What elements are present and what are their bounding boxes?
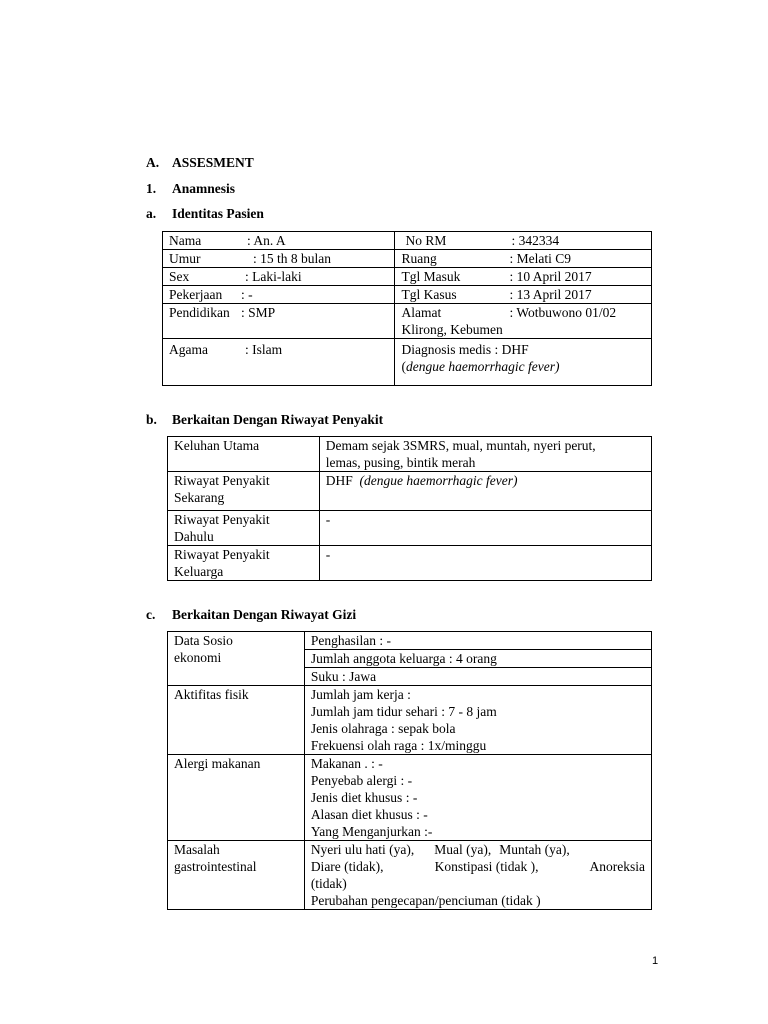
sekarang-label-1: Riwayat Penyakit	[174, 473, 270, 488]
section-c-title: Berkaitan Dengan Riwayat Gizi	[172, 607, 357, 622]
cell-anggota: Jumlah anggota keluarga : 4 orang	[304, 650, 651, 668]
cell-keluarga-label	[168, 546, 320, 581]
table-row	[163, 286, 652, 304]
cell-norm	[395, 232, 652, 250]
value-sex: : Laki-laki	[245, 269, 302, 284]
label-alamat: Alamat	[401, 305, 442, 320]
gastro-nyeri: Nyeri ulu hati (ya),	[310, 842, 415, 857]
cell-suku: Suku : Jawa	[304, 668, 651, 686]
table-row	[163, 339, 652, 386]
cell-diagnosis	[395, 339, 652, 386]
cell-gastro-label	[168, 841, 305, 910]
aktifitas-line-1: Jumlah jam kerja :	[310, 687, 411, 702]
section-b-title: Berkaitan Dengan Riwayat Penyakit	[172, 412, 384, 427]
value-umur: : 15 th 8 bulan	[253, 251, 331, 266]
label-umur: Umur	[169, 251, 201, 266]
aktifitas-line-3: Jenis olahraga : sepak bola	[310, 721, 456, 736]
cell-sosio-label	[168, 632, 305, 686]
section-b-heading	[146, 412, 383, 428]
cell-sekarang-label	[168, 472, 320, 511]
gastro-label-1: Masalah	[174, 842, 220, 857]
cell-dahulu-value: -	[319, 511, 651, 546]
alergi-line-1: Makanan . : -	[310, 756, 383, 771]
table-row	[168, 546, 652, 581]
gastro-mual: Mual (ya),	[434, 842, 492, 857]
cell-aktifitas-label: Aktifitas fisik	[168, 686, 305, 755]
cell-tglkasus	[395, 286, 652, 304]
value-nama: : An. A	[247, 233, 286, 248]
sekarang-value-italic: (dengue haemorrhagic fever)	[359, 473, 518, 488]
aktifitas-line-2: Jumlah jam tidur sehari : 7 - 8 jam	[310, 704, 497, 719]
table-row	[168, 437, 652, 472]
aktifitas-line-4: Frekuensi olah raga : 1x/minggu	[310, 738, 487, 753]
section-b-number: b.	[146, 412, 157, 427]
gastro-label-2: gastrointestinal	[174, 859, 257, 874]
section-1-number: 1.	[146, 181, 157, 196]
gastro-muntah: Muntah (ya),	[499, 842, 570, 857]
alergi-line-3: Jenis diet khusus : -	[310, 790, 418, 805]
section-a-sub-number: a.	[146, 206, 157, 221]
cell-alamat	[395, 304, 652, 339]
cell-keluhan-value	[319, 437, 651, 472]
table-row	[163, 232, 652, 250]
alergi-line-2: Penyebab alergi : -	[310, 773, 413, 788]
cell-keluhan-label: Keluhan Utama	[168, 437, 320, 472]
section-a-title: ASSESMENT	[172, 155, 254, 170]
section-c-number: c.	[146, 607, 156, 622]
cell-pendidikan	[163, 304, 395, 339]
gastro-anoreksia-value: (tidak)	[310, 876, 347, 891]
label-agama: Agama	[169, 342, 208, 357]
value-alamat-cont: Klirong, Kebumen	[401, 322, 503, 337]
cell-nama	[163, 232, 395, 250]
section-a-sub-heading	[146, 206, 264, 222]
gastro-konstipasi: Konstipasi (tidak ),	[434, 859, 539, 874]
cell-ruang	[395, 250, 652, 268]
riwayat-penyakit-table	[167, 436, 652, 581]
label-pendidikan: Pendidikan	[169, 305, 230, 320]
section-a-sub-title: Identitas Pasien	[172, 206, 264, 221]
cell-sex	[163, 268, 395, 286]
label-diagnosis: Diagnosis medis : DHF	[401, 342, 529, 357]
table-row	[168, 511, 652, 546]
value-pendidikan: : SMP	[241, 305, 276, 320]
page-number: 1	[652, 955, 659, 967]
dahulu-label-2: Dahulu	[174, 529, 214, 544]
sosio-label-2: ekonomi	[174, 650, 222, 665]
value-agama: : Islam	[245, 342, 283, 357]
table-row	[168, 632, 652, 650]
label-pekerjaan: Pekerjaan	[169, 287, 223, 302]
sosio-label-1: Data Sosio	[174, 633, 233, 648]
cell-tglmasuk	[395, 268, 652, 286]
riwayat-gizi-table	[167, 631, 652, 910]
section-a-heading	[146, 155, 254, 171]
diagnosis-paren: (	[401, 359, 406, 374]
identitas-pasien-table	[162, 231, 652, 386]
cell-alergi-label: Alergi makanan	[168, 755, 305, 841]
value-ruang: : Melati C9	[509, 251, 571, 266]
cell-keluarga-value: -	[319, 546, 651, 581]
cell-gastro-value	[304, 841, 651, 910]
cell-agama	[163, 339, 395, 386]
label-norm: No RM	[405, 233, 447, 248]
keluarga-label-1: Riwayat Penyakit	[174, 547, 270, 562]
cell-pekerjaan	[163, 286, 395, 304]
cell-umur	[163, 250, 395, 268]
cell-aktifitas-value	[304, 686, 651, 755]
alergi-line-4: Alasan diet khusus : -	[310, 807, 428, 822]
table-row	[168, 841, 652, 910]
section-c-heading	[146, 607, 356, 623]
section-1-title: Anamnesis	[172, 181, 236, 196]
section-1-heading	[146, 181, 235, 197]
table-row	[163, 250, 652, 268]
label-tglkasus: Tgl Kasus	[401, 287, 457, 302]
table-row	[168, 755, 652, 841]
cell-penghasilan: Penghasilan : -	[304, 632, 651, 650]
alergi-line-5: Yang Menganjurkan :-	[310, 824, 433, 839]
table-row	[168, 472, 652, 511]
gastro-anoreksia: Anoreksia	[589, 859, 645, 874]
table-row	[163, 304, 652, 339]
value-pekerjaan: : -	[241, 287, 253, 302]
value-alamat: : Wotbuwono 01/02	[509, 305, 617, 320]
cell-sekarang-value	[319, 472, 651, 511]
cell-dahulu-label	[168, 511, 320, 546]
label-ruang: Ruang	[401, 251, 437, 266]
keluhan-line-2: lemas, pusing, bintik merah	[325, 455, 476, 470]
gastro-diare: Diare (tidak),	[310, 859, 384, 874]
table-row	[168, 686, 652, 755]
value-tglkasus: : 13 April 2017	[509, 287, 592, 302]
value-tglmasuk: : 10 April 2017	[509, 269, 592, 284]
label-sex: Sex	[169, 269, 190, 284]
label-tglmasuk: Tgl Masuk	[401, 269, 461, 284]
value-diagnosis-italic: dengue haemorrhagic fever)	[405, 359, 560, 374]
keluarga-label-2: Keluarga	[174, 564, 224, 579]
gastro-perubahan: Perubahan pengecapan/penciuman (tidak )	[310, 893, 541, 908]
value-norm: : 342334	[511, 233, 560, 248]
sekarang-label-2: Sekarang	[174, 490, 225, 505]
keluhan-line-1: Demam sejak 3SMRS, mual, muntah, nyeri perut,	[325, 438, 596, 453]
dahulu-label-1: Riwayat Penyakit	[174, 512, 270, 527]
cell-alergi-value	[304, 755, 651, 841]
table-row	[163, 268, 652, 286]
section-a-number: A.	[146, 155, 160, 170]
label-nama: Nama	[169, 233, 202, 248]
sekarang-value: DHF	[325, 473, 360, 488]
